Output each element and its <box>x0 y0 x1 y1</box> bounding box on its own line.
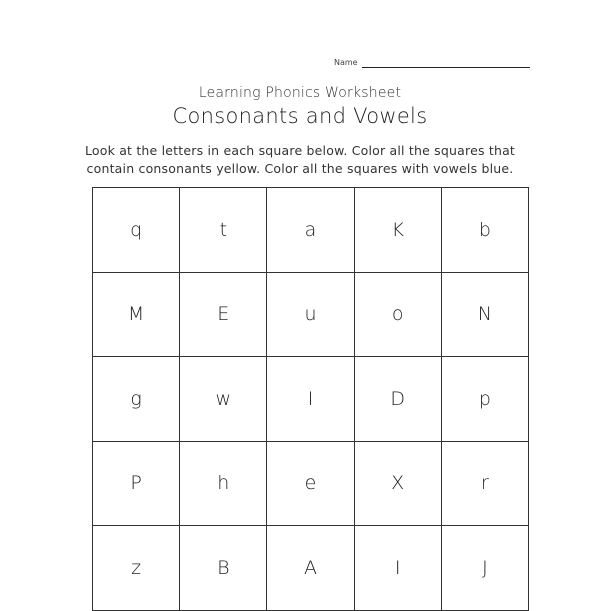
letter-square: u <box>267 273 354 358</box>
instructions-line-2: contain consonants yellow. Color all the squares with vowels blue. <box>86 161 514 176</box>
letter-square: w <box>180 357 267 442</box>
letter-square: h <box>180 442 267 527</box>
letter-square: D <box>355 357 442 442</box>
worksheet-subtitle: Learning Phonics Worksheet <box>198 85 402 101</box>
letter-square: b <box>442 188 529 273</box>
letter-square: o <box>355 273 442 358</box>
letter-square: M <box>93 273 180 358</box>
worksheet-title: Consonants and Vowels <box>172 104 428 128</box>
name-blank-line <box>362 57 530 68</box>
letter-square: z <box>93 526 180 611</box>
instructions <box>0 142 600 178</box>
name-field <box>334 54 530 68</box>
letter-grid <box>92 187 529 611</box>
letter-square: K <box>355 188 442 273</box>
letter-square: X <box>355 442 442 527</box>
letter-square: g <box>93 357 180 442</box>
letter-square: p <box>442 357 529 442</box>
letter-square: B <box>180 526 267 611</box>
letter-square: t <box>180 188 267 273</box>
letter-square: N <box>442 273 529 358</box>
letter-square: J <box>442 526 529 611</box>
letter-square: q <box>93 188 180 273</box>
letter-square: E <box>180 273 267 358</box>
letter-square: I <box>267 357 354 442</box>
letter-square: r <box>442 442 529 527</box>
letter-square: A <box>267 526 354 611</box>
letter-square: e <box>267 442 354 527</box>
letter-square: a <box>267 188 354 273</box>
instructions-line-1: Look at the letters in each square below. Color all the squares that <box>84 143 516 158</box>
letter-square: I <box>355 526 442 611</box>
letter-square: P <box>93 442 180 527</box>
name-label: Name <box>334 58 358 67</box>
